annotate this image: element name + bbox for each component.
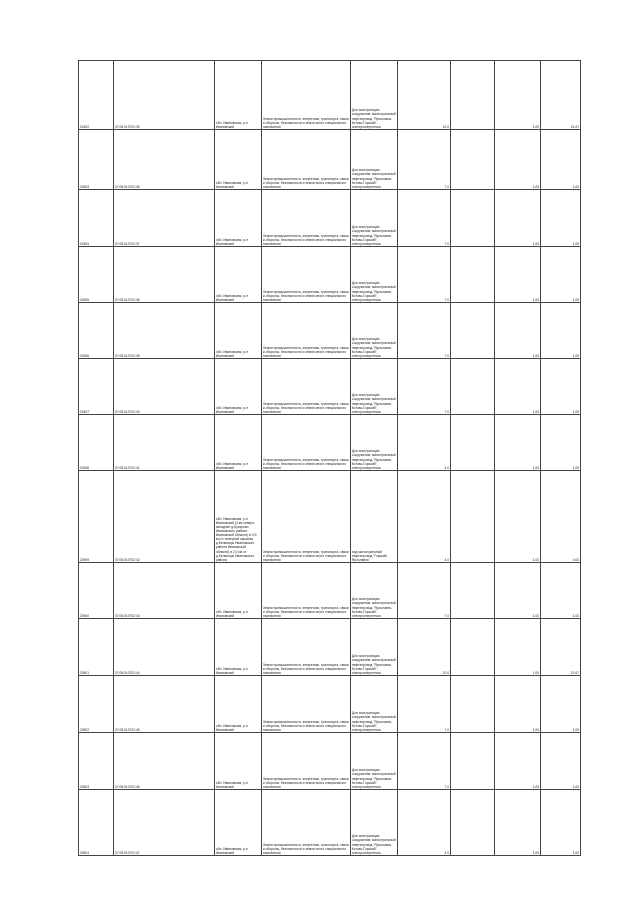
empty-cell — [451, 303, 495, 359]
address-cell: обл. Ивановская, р-н Ивановский — [215, 676, 262, 733]
coefficient-cell: 1.00 — [495, 733, 541, 790]
table-row — [79, 61, 581, 130]
total-cell: 1.00 — [541, 130, 581, 190]
area-cell: 4.0 — [398, 415, 451, 471]
cadastral-number-cell: 37:05:010702:40 — [114, 359, 215, 415]
land-category-cell: Земли промышленности, энергетики, транспорта, связи и обороны, безопасности и земли иного специального назначения — [262, 303, 351, 359]
area-cell: 7.0 — [398, 563, 451, 619]
land-category-cell: Земли промышленности, энергетики, транспорта, связи и обороны, безопасности и земли иного специального назначения — [262, 415, 351, 471]
permitted-use-cell: Для эксплуатации сооружения: магистральный нефтепровод "Ярославль-Кстово-Горький", электроэнергетика — [351, 676, 398, 733]
cadastral-number-cell: 37:05:010702:44 — [114, 619, 215, 676]
table-row — [79, 415, 581, 471]
land-category-cell: Земли промышленности, энергетики, транспорта, связи и обороны, безопасности и земли иного специального назначения — [262, 359, 351, 415]
coefficient-cell: 1.00 — [495, 130, 541, 190]
area-cell: 7.0 — [398, 130, 451, 190]
address-cell: обл. Ивановская, р-н Ивановский — [215, 190, 262, 247]
area-cell: 10.0 — [398, 61, 451, 130]
permitted-use-cell: Для эксплуатации сооружения: магистральный нефтепровод "Ярославль-Кстово-Горький", электроэнергетика — [351, 415, 398, 471]
coefficient-cell: 1.00 — [495, 303, 541, 359]
cadastral-number-cell: 37:05:010702:41 — [114, 415, 215, 471]
cadastral-number-cell: 37:05:010702:45 — [114, 676, 215, 733]
table-row — [79, 247, 581, 303]
row-id-cell: 20498 — [79, 415, 114, 471]
table-row — [79, 130, 581, 190]
empty-cell — [451, 619, 495, 676]
coefficient-cell: 1.00 — [495, 676, 541, 733]
row-id-cell: 20503 — [79, 733, 114, 790]
row-id-cell: 20499 — [79, 471, 114, 563]
permitted-use-cell: Для эксплуатации сооружения: магистральный нефтепровод "Ярославль-Кстово-Горький", электроэнергетика — [351, 247, 398, 303]
empty-cell — [451, 415, 495, 471]
row-id-cell: 20500 — [79, 563, 114, 619]
row-id-cell: 20496 — [79, 303, 114, 359]
total-cell: 1.00 — [541, 415, 581, 471]
cadastral-number-cell: 37:05:010702:43 — [114, 563, 215, 619]
land-category-cell: Земли промышленности, энергетики, транспорта, связи и обороны, безопасности и земли иного специального назначения — [262, 676, 351, 733]
land-category-cell: Земли промышленности, энергетики, транспорта, связи и обороны, безопасности и земли иного специального назначения — [262, 790, 351, 856]
table-row — [79, 563, 581, 619]
area-cell: 4.0 — [398, 790, 451, 856]
cadastral-number-cell: 37:05:010702:36 — [114, 130, 215, 190]
coefficient-cell: 1.00 — [495, 190, 541, 247]
empty-cell — [451, 359, 495, 415]
address-cell: обл. Ивановская, р-н Ивановский — [215, 619, 262, 676]
cadastral-number-cell: 37:05:010702:47 — [114, 790, 215, 856]
permitted-use-cell: Для эксплуатации сооружения: магистральный нефтепровод "Ярославль-Кстово-Горький", электроэнергетика — [351, 619, 398, 676]
total-cell: 1.00 — [541, 303, 581, 359]
area-cell: 7.0 — [398, 676, 451, 733]
coefficient-cell: 1.00 — [495, 359, 541, 415]
empty-cell — [451, 190, 495, 247]
land-register-table — [78, 60, 581, 856]
empty-cell — [451, 676, 495, 733]
total-cell: 1.00 — [541, 359, 581, 415]
coefficient-cell: 1.00 — [495, 790, 541, 856]
land-category-cell: Земли промышленности, энергетики, транспорта, связи и обороны, безопасности и земли иного специального назначения — [262, 247, 351, 303]
table-row — [79, 733, 581, 790]
address-cell: обл. Ивановская, р-н Ивановский — [215, 733, 262, 790]
permitted-use-cell: под магистральный нефтепровод "Горький-Ярославль" — [351, 471, 398, 563]
row-id-cell: 20501 — [79, 619, 114, 676]
total-cell: 4.00 — [541, 471, 581, 563]
row-id-cell: 20493 — [79, 130, 114, 190]
permitted-use-cell: Для эксплуатации сооружения: магистральный нефтепровод "Ярославль-Кстово-Горький", электроэнергетика — [351, 61, 398, 130]
empty-cell — [451, 563, 495, 619]
row-id-cell: 20495 — [79, 247, 114, 303]
area-cell: 7.0 — [398, 190, 451, 247]
row-id-cell: 20494 — [79, 190, 114, 247]
area-cell: 7.0 — [398, 733, 451, 790]
permitted-use-cell: Для эксплуатации сооружения: магистральный нефтепровод "Ярославль-Кстово-Горький", электроэнергетика — [351, 790, 398, 856]
row-id-cell: 20502 — [79, 676, 114, 733]
table-row — [79, 471, 581, 563]
cadastral-number-cell: 37:05:010702:38 — [114, 247, 215, 303]
table-row — [79, 303, 581, 359]
address-cell: обл. Ивановская, р-н Ивановский — [215, 303, 262, 359]
empty-cell — [451, 733, 495, 790]
table-row — [79, 190, 581, 247]
coefficient-cell: 1.00 — [495, 619, 541, 676]
land-category-cell: Земли промышленности, энергетики, транспорта, связи и обороны, безопасности и земли иного специального назначения — [262, 471, 351, 563]
permitted-use-cell: Для эксплуатации сооружения: магистральный нефтепровод "Ярославль-Кстово-Горький", электроэнергетика — [351, 359, 398, 415]
table-row — [79, 790, 581, 856]
land-category-cell: Земли промышленности, энергетики, транспорта, связи и обороны, безопасности и земли иного специального назначения — [262, 563, 351, 619]
address-cell: обл. Ивановская, р-н Ивановский — [215, 415, 262, 471]
cadastral-number-cell: 37:05:010702:37 — [114, 190, 215, 247]
coefficient-cell: 1.00 — [495, 247, 541, 303]
area-cell: 4.0 — [398, 471, 451, 563]
address-cell: обл. Ивановская, р-н Ивановский — [215, 790, 262, 856]
total-cell: 21.67 — [541, 619, 581, 676]
permitted-use-cell: Для эксплуатации сооружения: магистральный нефтепровод "Ярославль-Кстово-Горький", электроэнергетика — [351, 733, 398, 790]
cadastral-number-cell: 37:05:010702:42 — [114, 471, 215, 563]
land-category-cell: Земли промышленности, энергетики, транспорта, связи и обороны, безопасности и земли иного специального назначения — [262, 61, 351, 130]
address-cell: обл. Ивановская, р-н Ивановский — [215, 563, 262, 619]
cadastral-number-cell: 37:05:010702:46 — [114, 733, 215, 790]
table-row — [79, 619, 581, 676]
address-cell: обл. Ивановская, р-н Ивановский — [215, 130, 262, 190]
total-cell: 21.67 — [541, 61, 581, 130]
area-cell: 7.0 — [398, 247, 451, 303]
table-body — [79, 61, 581, 856]
empty-cell — [451, 130, 495, 190]
table-row — [79, 359, 581, 415]
area-cell: 10.0 — [398, 619, 451, 676]
permitted-use-cell: Для эксплуатации сооружения: магистральный нефтепровод "Ярославль-Кстово-Горький", электроэнергетика — [351, 563, 398, 619]
coefficient-cell: 1.00 — [495, 563, 541, 619]
address-cell: обл. Ивановская, р-н Ивановский — [215, 247, 262, 303]
land-category-cell: Земли промышленности, энергетики, транспорта, связи и обороны, безопасности и земли иного специального назначения — [262, 733, 351, 790]
row-id-cell: 20497 — [79, 359, 114, 415]
permitted-use-cell: Для эксплуатации сооружения: магистральный нефтепровод "Ярославль-Кстово-Горький", электроэнергетика — [351, 303, 398, 359]
land-category-cell: Земли промышленности, энергетики, транспорта, связи и обороны, безопасности и земли иного специального назначения — [262, 190, 351, 247]
total-cell: 1.00 — [541, 790, 581, 856]
address-cell: обл. Ивановская, р-н Ивановский — [215, 359, 262, 415]
coefficient-cell: 1.00 — [495, 471, 541, 563]
total-cell: 1.00 — [541, 733, 581, 790]
address-cell: обл. Ивановская, р-н Ивановский — [215, 61, 262, 130]
land-category-cell: Земли промышленности, энергетики, транспорта, связи и обороны, безопасности и земли иного специального назначения — [262, 130, 351, 190]
table-row — [79, 676, 581, 733]
total-cell: 1.00 — [541, 676, 581, 733]
row-id-cell: 20492 — [79, 61, 114, 130]
total-cell: 1.00 — [541, 563, 581, 619]
permitted-use-cell: Для эксплуатации сооружения: магистральный нефтепровод "Ярославль-Кстово-Горький", электроэнергетика — [351, 130, 398, 190]
land-category-cell: Земли промышленности, энергетики, транспорта, связи и обороны, безопасности и земли иного специального назначения — [262, 619, 351, 676]
empty-cell — [451, 61, 495, 130]
cadastral-number-cell: 37:05:010702:35 — [114, 61, 215, 130]
permitted-use-cell: Для эксплуатации сооружения: магистральный нефтепровод "Ярославль-Кстово-Горький", электроэнергетика — [351, 190, 398, 247]
cadastral-number-cell: 37:05:010702:39 — [114, 303, 215, 359]
address-cell: обл. Ивановская, р-н Ивановский (3 км северо-западнее д.Бухарово Ивановского района Ивановской области) в 3,9 км от северной окраины д.Беляницы Ивановского района Ивановской области) в 2,0 км от д.Беляницы Ивановского района — [215, 471, 262, 563]
coefficient-cell: 1.00 — [495, 415, 541, 471]
area-cell: 7.0 — [398, 303, 451, 359]
empty-cell — [451, 790, 495, 856]
empty-cell — [451, 247, 495, 303]
coefficient-cell: 1.00 — [495, 61, 541, 130]
total-cell: 1.00 — [541, 190, 581, 247]
empty-cell — [451, 471, 495, 563]
row-id-cell: 20504 — [79, 790, 114, 856]
area-cell: 7.0 — [398, 359, 451, 415]
total-cell: 1.00 — [541, 247, 581, 303]
